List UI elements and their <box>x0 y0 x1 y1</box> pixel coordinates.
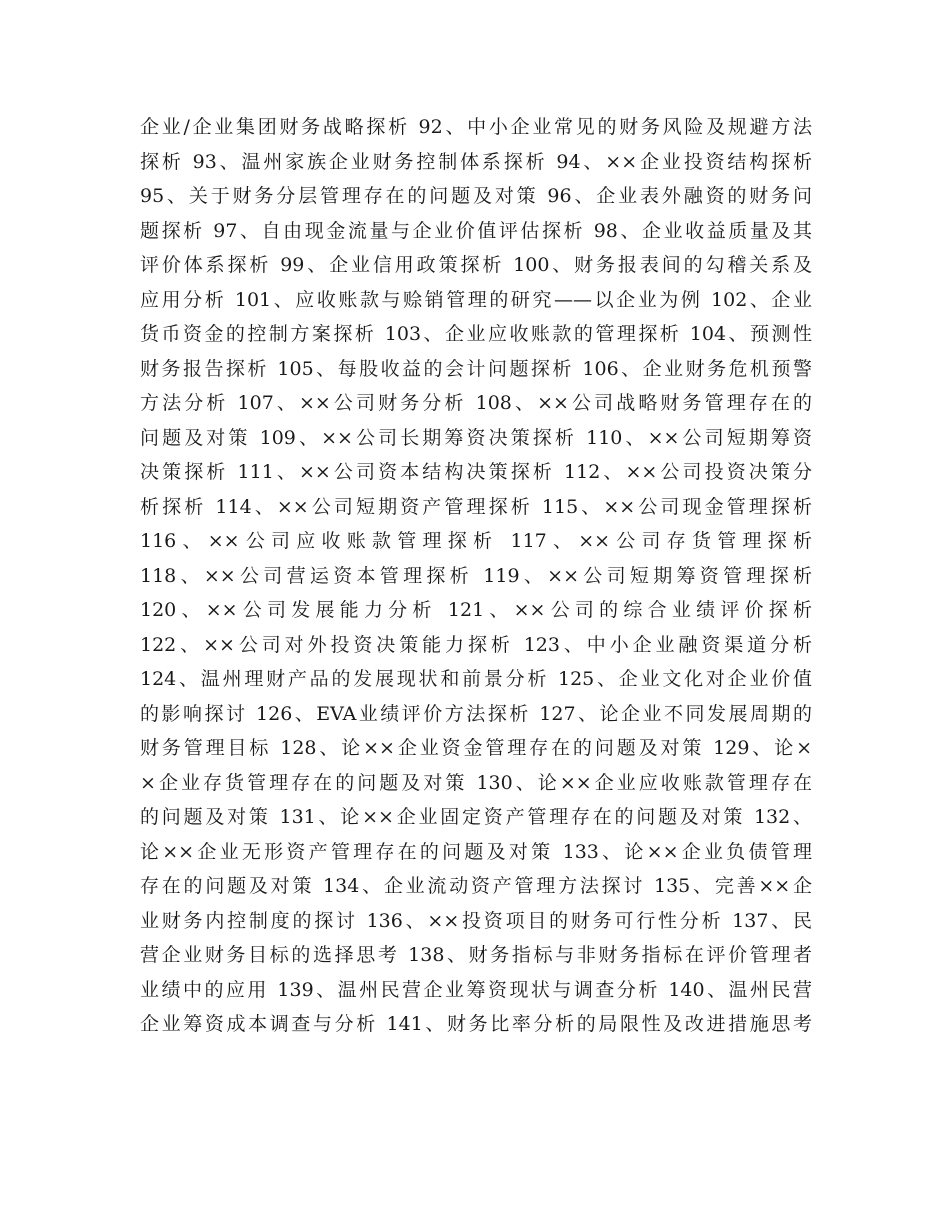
text-line: 业财务内控制度的探讨 136、××投资项目的财务可行性分析 137、民 <box>140 909 812 932</box>
text-line: 营企业财务目标的选择思考 138、财务指标与非财务指标在评价管理者 <box>140 944 812 966</box>
text-line: 116、××公司应收账款管理探析 117、××公司存货管理探析 <box>140 530 812 552</box>
text-line: 决策探析 111、××公司资本结构决策探析 112、××公司投资决策分 <box>140 461 812 483</box>
text-line: 95、关于财务分层管理存在的问题及对策 96、企业表外融资的财务问 <box>140 185 812 207</box>
text-line: 业绩中的应用 139、温州民营企业筹资现状与调查分析 140、温州民营 <box>140 978 812 1001</box>
text-line: 存在的问题及对策 134、企业流动资产管理方法探讨 135、完善××企 <box>140 875 812 897</box>
text-line: 应用分析 101、应收账款与赊销管理的研究——以企业为例 102、企业 <box>140 288 812 311</box>
text-line: 论××企业无形资产管理存在的问题及对策 133、论××企业负债管理 <box>140 840 812 863</box>
text-line: 问题及对策 109、××公司长期筹资决策探析 110、××公司短期筹资 <box>140 426 812 449</box>
text-line: 122、××公司对外投资决策能力探析 123、中小企业融资渠道分析 <box>140 633 812 656</box>
text-line: 财务管理目标 128、论××企业资金管理存在的问题及对策 129、论× <box>140 737 812 759</box>
text-line: 探析 93、温州家族企业财务控制体系探析 94、××企业投资结构探析 <box>140 150 812 173</box>
text-line: 评价体系探析 99、企业信用政策探析 100、财务报表间的勾稽关系及 <box>140 254 812 276</box>
text-line: 方法分析 107、××公司财务分析 108、××公司战略财务管理存在的 <box>140 392 812 414</box>
text-line: 题探析 97、自由现金流量与企业价值评估探析 98、企业收益质量及其 <box>140 219 812 242</box>
text-line: 货币资金的控制方案探析 103、企业应收账款的管理探析 104、预测性 <box>140 323 812 345</box>
text-line: ×企业存货管理存在的问题及对策 130、论××企业应收账款管理存在 <box>140 771 812 794</box>
text-line: 124、温州理财产品的发展现状和前景分析 125、企业文化对企业价值 <box>140 668 812 690</box>
text-line: 企业/企业集团财务战略探析 92、中小企业常见的财务风险及规避方法 <box>140 116 812 138</box>
text-line: 析探析 114、××公司短期资产管理探析 115、××公司现金管理探析 <box>140 495 812 518</box>
text-line: 118、××公司营运资本管理探析 119、××公司短期筹资管理探析 <box>140 564 812 587</box>
text-line: 120、××公司发展能力分析 121、××公司的综合业绩评价探析 <box>140 599 812 621</box>
body-text <box>140 110 812 1042</box>
text-line: 的问题及对策 131、论××企业固定资产管理存在的问题及对策 132、 <box>140 806 812 828</box>
text-line: 企业筹资成本调查与分析 141、财务比率分析的局限性及改进措施思考 <box>140 1013 812 1035</box>
text-line: 的影响探讨 126、EVA业绩评价方法探析 127、论企业不同发展周期的 <box>140 702 812 725</box>
text-line: 财务报告探析 105、每股收益的会计问题探析 106、企业财务危机预警 <box>140 357 812 380</box>
